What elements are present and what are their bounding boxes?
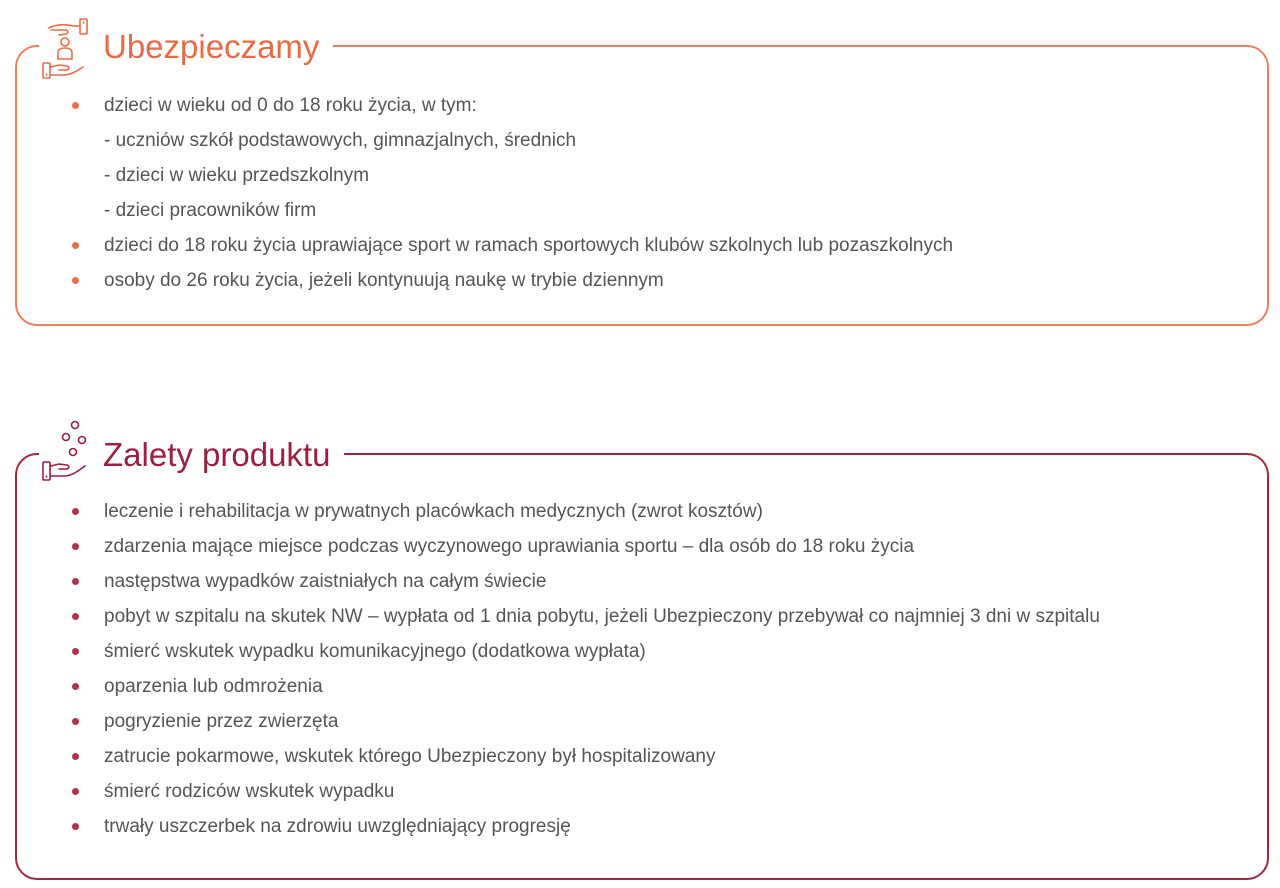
- bullet-dot: [72, 543, 79, 550]
- hands-holding-child-icon: [39, 11, 91, 81]
- bullet-dot: [72, 508, 79, 515]
- bullet-dot: [72, 753, 79, 760]
- bullet-dot: [72, 613, 79, 620]
- list-item: śmierć wskutek wypadku komunikacyjnego (dodatkowa wypłata): [17, 634, 1267, 669]
- bullet-dot: [72, 578, 79, 585]
- list-item: dzieci do 18 roku życia uprawiające sport w ramach sportowych klubów szkolnych lub pozaszkolnych: [17, 228, 1267, 263]
- section-insured: [15, 27, 1269, 326]
- section-advantages-header: [39, 419, 344, 489]
- list-item: zdarzenia mające miejsce podczas wyczynowego uprawiania sportu – dla osób do 18 roku życia: [17, 529, 1267, 564]
- bullet-dot: [72, 277, 79, 284]
- list-item: leczenie i rehabilitacja w prywatnych placówkach medycznych (zwrot kosztów): [17, 494, 1267, 529]
- bullet-dot: [72, 242, 79, 249]
- section-insured-title: Ubezpieczamy: [103, 27, 320, 65]
- section-advantages: [15, 435, 1269, 880]
- list-subitem: - uczniów szkół podstawowych, gimnazjalnych, średnich: [104, 130, 577, 151]
- section-advantages-title: Zalety produktu: [103, 435, 331, 473]
- list-item: trwały uszczerbek na zdrowiu uwzględniający progresję: [17, 809, 1267, 844]
- list-item: śmierć rodziców wskutek wypadku: [17, 774, 1267, 809]
- list-item: pobyt w szpitalu na skutek NW – wypłata od 1 dnia pobytu, jeżeli Ubezpieczony przebywał co najmniej 3 dni w szpitalu: [17, 599, 1267, 634]
- insured-list: [17, 88, 1267, 298]
- hand-with-coins-icon: [39, 419, 91, 489]
- section-insured-header: [39, 11, 333, 81]
- list-item: następstwa wypadków zaistniałych na całym świecie: [17, 564, 1267, 599]
- advantages-list: [17, 494, 1267, 844]
- list-item: osoby do 26 roku życia, jeżeli kontynuują naukę w trybie dziennym: [17, 263, 1267, 298]
- list-item: oparzenia lub odmrożenia: [17, 669, 1267, 704]
- list-item: pogryzienie przez zwierzęta: [17, 704, 1267, 739]
- bullet-dot: [72, 102, 79, 109]
- bullet-dot: [72, 718, 79, 725]
- list-item: zatrucie pokarmowe, wskutek którego Ubezpieczony był hospitalizowany: [17, 739, 1267, 774]
- bullet-dot: [72, 648, 79, 655]
- list-item: dzieci w wieku od 0 do 18 roku życia, w tym:: [17, 88, 1267, 123]
- list-subitem: - dzieci pracowników firm: [104, 200, 317, 221]
- bullet-dot: [72, 823, 79, 830]
- list-subitem: - dzieci w wieku przedszkolnym: [104, 165, 370, 186]
- bullet-dot: [72, 788, 79, 795]
- bullet-dot: [72, 683, 79, 690]
